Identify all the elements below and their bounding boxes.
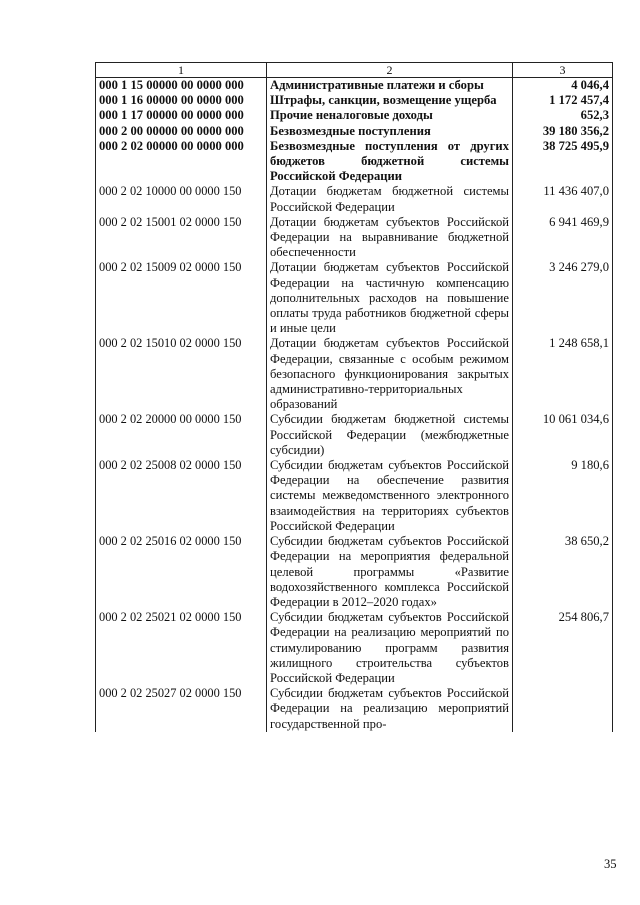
budget-code-cell: 000 2 02 25008 02 0000 150	[96, 458, 267, 534]
budget-code-cell: 000 2 02 20000 00 0000 150	[96, 412, 267, 458]
budget-code-cell: 000 2 02 25021 02 0000 150	[96, 610, 267, 686]
column-header-3: 3	[513, 63, 613, 78]
table-row	[96, 260, 613, 336]
amount-cell: 10 061 034,6	[513, 412, 613, 458]
budget-code-cell: 000 2 02 25027 02 0000 150	[96, 686, 267, 732]
amount-cell: 652,3	[513, 108, 613, 123]
budget-code-cell: 000 1 16 00000 00 0000 000	[96, 93, 267, 108]
amount-cell: 1 248 658,1	[513, 336, 613, 412]
revenue-name-cell: Дотации бюджетам субъектов Российской Федерации, связанные с особым режимом безопасного функционирования закрытых административно-территориальных образований	[267, 336, 513, 412]
table-row	[96, 139, 613, 185]
column-header-2: 2	[267, 63, 513, 78]
amount-cell: 39 180 356,2	[513, 124, 613, 139]
table-row	[96, 610, 613, 686]
budget-code-cell: 000 2 02 15001 02 0000 150	[96, 215, 267, 261]
revenue-name-cell: Дотации бюджетам бюджетной системы Российской Федерации	[267, 184, 513, 214]
table-row	[96, 534, 613, 610]
revenue-name-cell: Субсидии бюджетам субъектов Российской Федерации на мероприятия федеральной целевой программы «Развитие водохозяйственного комплекса Российской Федерации в 2012–2020 годах»	[267, 534, 513, 610]
revenue-name-cell: Дотации бюджетам субъектов Российской Федерации на выравнивание бюджетной обеспеченности	[267, 215, 513, 261]
revenue-name-cell: Субсидии бюджетам субъектов Российской Федерации на обеспечение развития системы межведомственного электронного взаимодействия на территориях субъектов Российской Федерации	[267, 458, 513, 534]
table-row	[96, 686, 613, 732]
amount-cell	[513, 686, 613, 732]
amount-cell: 4 046,4	[513, 78, 613, 94]
revenue-name-cell: Штрафы, санкции, возмещение ущерба	[267, 93, 513, 108]
table-row	[96, 184, 613, 214]
amount-cell: 1 172 457,4	[513, 93, 613, 108]
revenue-name-cell: Безвозмездные поступления	[267, 124, 513, 139]
table-header-row	[96, 63, 613, 78]
revenue-name-cell: Безвозмездные поступления от других бюджетов бюджетной системы Российской Федерации	[267, 139, 513, 185]
budget-code-cell: 000 2 02 25016 02 0000 150	[96, 534, 267, 610]
table-row	[96, 458, 613, 534]
page-number: 35	[604, 857, 617, 871]
amount-cell: 6 941 469,9	[513, 215, 613, 261]
budget-code-cell: 000 1 17 00000 00 0000 000	[96, 108, 267, 123]
table-row	[96, 215, 613, 261]
revenue-name-cell: Субсидии бюджетам субъектов Российской Федерации на реализацию мероприятий государственной про-	[267, 686, 513, 732]
budget-code-cell: 000 2 00 00000 00 0000 000	[96, 124, 267, 139]
budget-revenue-table	[95, 62, 613, 732]
table-row	[96, 108, 613, 123]
budget-code-cell: 000 2 02 15010 02 0000 150	[96, 336, 267, 412]
revenue-name-cell: Субсидии бюджетам субъектов Российской Федерации на реализацию мероприятий по стимулированию программ развития жилищного строительства субъектов Российской Федерации	[267, 610, 513, 686]
table-row	[96, 78, 613, 94]
budget-code-cell: 000 1 15 00000 00 0000 000	[96, 78, 267, 94]
amount-cell: 38 725 495,9	[513, 139, 613, 185]
amount-cell: 38 650,2	[513, 534, 613, 610]
budget-code-cell: 000 2 02 10000 00 0000 150	[96, 184, 267, 214]
table-row	[96, 124, 613, 139]
revenue-name-cell: Административные платежи и сборы	[267, 78, 513, 94]
budget-code-cell: 000 2 02 15009 02 0000 150	[96, 260, 267, 336]
table-body	[96, 78, 613, 732]
column-header-1: 1	[96, 63, 267, 78]
table-row	[96, 336, 613, 412]
amount-cell: 254 806,7	[513, 610, 613, 686]
amount-cell: 9 180,6	[513, 458, 613, 534]
table-row	[96, 412, 613, 458]
revenue-name-cell: Прочие неналоговые доходы	[267, 108, 513, 123]
revenue-name-cell: Субсидии бюджетам бюджетной системы Российской Федерации (межбюджетные субсидии)	[267, 412, 513, 458]
amount-cell: 11 436 407,0	[513, 184, 613, 214]
table-row	[96, 93, 613, 108]
amount-cell: 3 246 279,0	[513, 260, 613, 336]
revenue-name-cell: Дотации бюджетам субъектов Российской Федерации на частичную компенсацию дополнительных расходов на повышение оплаты труда работников бюджетной сферы и иные цели	[267, 260, 513, 336]
budget-code-cell: 000 2 02 00000 00 0000 000	[96, 139, 267, 185]
